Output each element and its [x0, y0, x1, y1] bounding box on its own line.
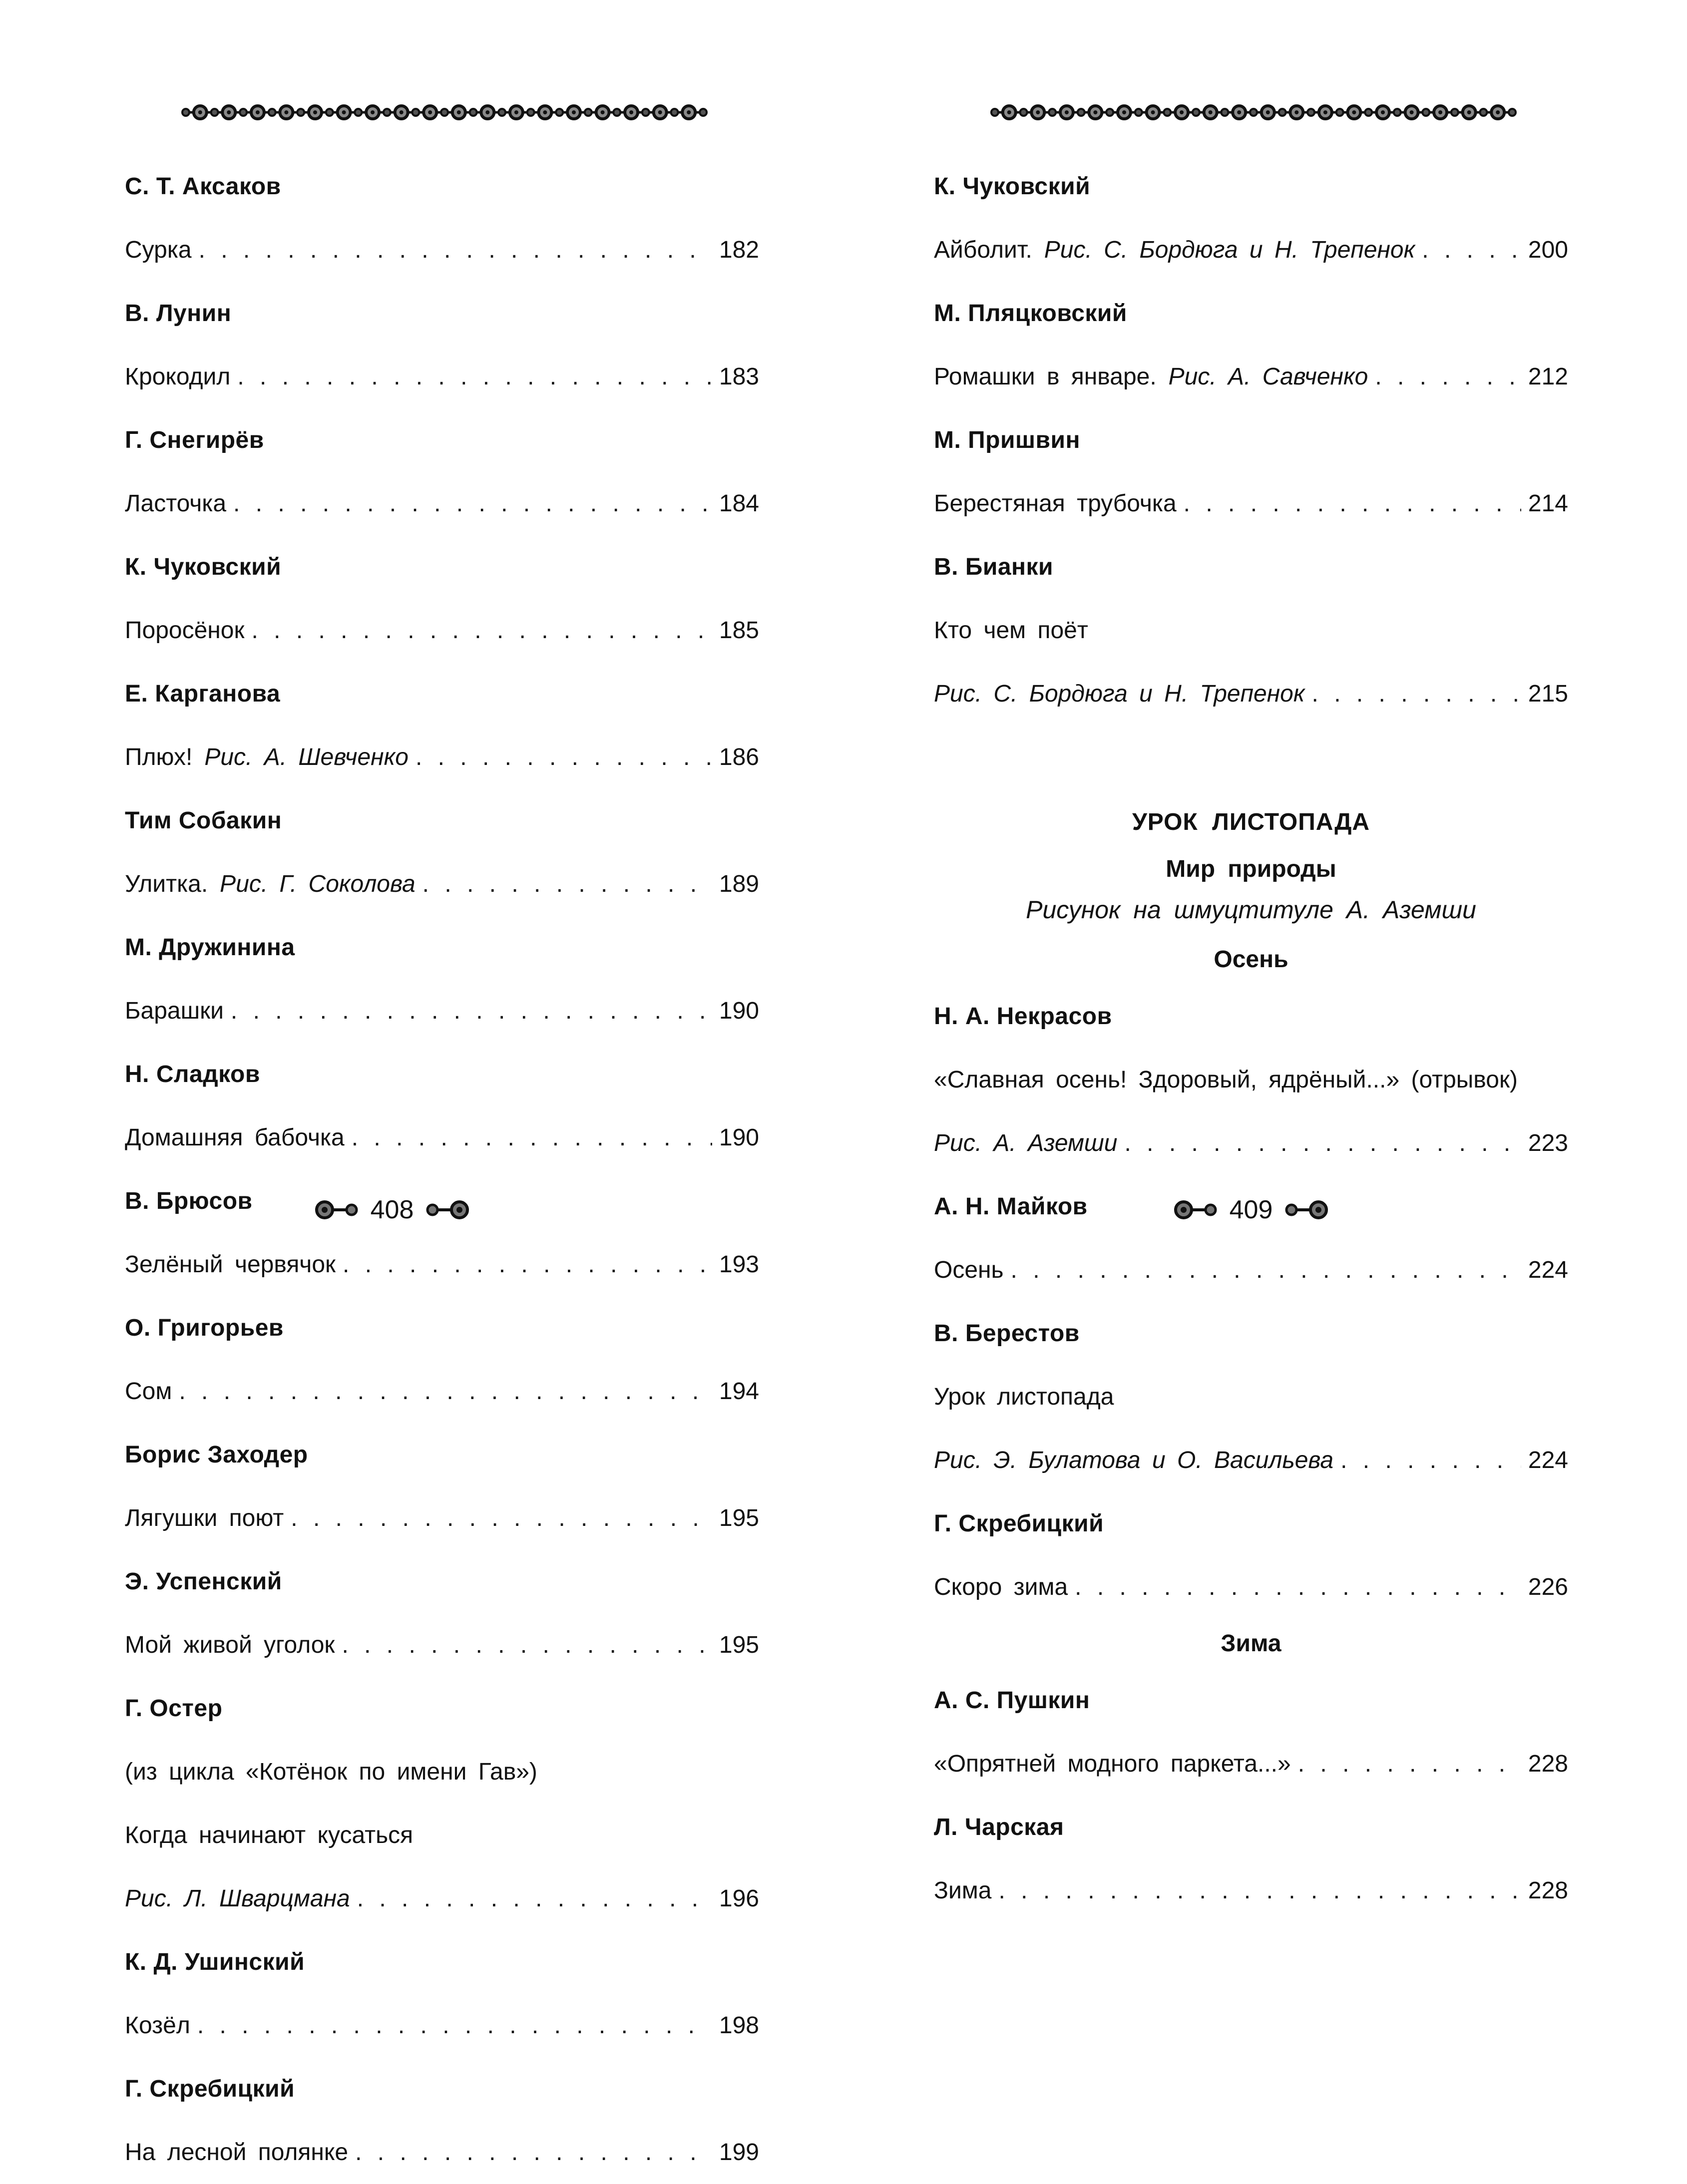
dot-leader	[352, 1106, 712, 1169]
dot-leader	[1422, 218, 1521, 282]
chain-link-icon	[1172, 1197, 1222, 1222]
dot-leader	[1011, 1238, 1521, 1302]
toc-author: К. Чуковский	[934, 173, 1091, 200]
dot-leader	[251, 599, 712, 662]
toc-author: В. Брюсов	[125, 1188, 253, 1214]
toc-entry	[125, 852, 759, 916]
dot-leader	[343, 1233, 712, 1296]
entry-page-number: 223	[1528, 1130, 1568, 1156]
toc-entry	[125, 472, 759, 535]
toc-author: Н. А. Некрасов	[934, 1003, 1112, 1030]
toc-author: В. Лунин	[125, 300, 232, 327]
dot-leader	[1184, 472, 1521, 535]
toc-entry	[125, 1486, 759, 1550]
entry-page-number: 186	[719, 744, 759, 770]
toc-author: Л. Чарская	[934, 1814, 1064, 1840]
dot-leader	[357, 1867, 712, 1930]
toc-entry	[125, 1994, 759, 2057]
dot-leader	[999, 1859, 1521, 1922]
toc-entry	[125, 599, 759, 662]
entry-title: Ромашки в январе.	[934, 364, 1157, 390]
entry-page-number: 194	[719, 1378, 759, 1405]
toc-entry	[934, 1238, 1568, 1302]
dot-leader	[1124, 1111, 1521, 1175]
chain-link-icon	[422, 1197, 471, 1222]
toc-entry	[125, 979, 759, 1043]
dot-leader	[1375, 345, 1521, 408]
toc-entry	[125, 345, 759, 408]
entry-page-number: 214	[1528, 490, 1568, 517]
dot-leader	[1312, 662, 1521, 726]
entry-illustrator: Рис. Г. Соколова	[220, 871, 416, 897]
toc-title-line: Когда начинают кусаться	[125, 1822, 414, 1848]
entry-page-number: 224	[1528, 1447, 1568, 1473]
entry-title: Сурка	[125, 237, 192, 263]
toc-entry	[125, 726, 759, 789]
toc-title-line: «Славная осень! Здоровый, ядрёный...» (отрывок)	[934, 1067, 1518, 1093]
entry-title: Зима	[934, 1877, 992, 1904]
toc-author: Борис Заходер	[125, 1442, 308, 1468]
season-heading: Осень	[1214, 946, 1288, 973]
entry-title: Осень	[934, 1257, 1004, 1283]
dot-leader	[342, 1613, 712, 1677]
toc-entry	[934, 1859, 1568, 1922]
toc-author: К. Чуковский	[125, 554, 282, 580]
toc-entry	[125, 1360, 759, 1423]
toc-author: А. С. Пушкин	[934, 1687, 1090, 1714]
entry-title: Барашки	[125, 998, 224, 1024]
entry-illustrator: Рис. А. Савченко	[1168, 364, 1368, 390]
entry-page-number: 212	[1528, 364, 1568, 390]
entry-title: Поросёнок	[125, 617, 245, 644]
dot-leader	[233, 472, 712, 535]
toc-author: К. Д. Ушинский	[125, 1949, 305, 1975]
toc-entry	[934, 345, 1568, 408]
entry-illustrator: Рис. А. Шевченко	[204, 744, 409, 770]
entry-page-number: 183	[719, 364, 759, 390]
table-of-contents	[934, 155, 1568, 1922]
toc-title-line: Урок листопада	[934, 1384, 1114, 1410]
chain-ornament-icon	[180, 100, 709, 125]
entry-title: Плюх!	[125, 744, 193, 770]
entry-page-number: 228	[1528, 1751, 1568, 1777]
entry-page-number: 224	[1528, 1257, 1568, 1283]
entry-page-number: 198	[719, 2012, 759, 2039]
toc-entry	[125, 1867, 759, 1930]
entry-page-number: 196	[719, 1885, 759, 1912]
entry-page-number: 228	[1528, 1877, 1568, 1904]
entry-title: Зелёный червячок	[125, 1251, 336, 1278]
toc-entry	[125, 1106, 759, 1169]
toc-entry	[125, 2121, 759, 2184]
toc-author: Тим Собакин	[125, 807, 282, 834]
entry-page-number: 195	[719, 1505, 759, 1531]
toc-entry	[934, 472, 1568, 535]
toc-author: М. Дружинина	[125, 934, 295, 961]
dot-leader	[237, 345, 712, 408]
toc-entry	[934, 1429, 1568, 1492]
chain-ornament-icon	[989, 100, 1518, 125]
chain-link-icon	[313, 1197, 363, 1222]
toc-author: О. Григорьев	[125, 1315, 284, 1341]
entry-page-number: 200	[1528, 237, 1568, 263]
entry-page-number: 182	[719, 237, 759, 263]
toc-author: М. Пляцковский	[934, 300, 1127, 327]
section-credit: Рисунок на шмуцтитуле А. Аземши	[1026, 896, 1476, 924]
dot-leader	[416, 726, 712, 789]
entry-page-number: 226	[1528, 1574, 1568, 1600]
right-page	[934, 0, 1568, 1904]
toc-author: М. Пришвин	[934, 427, 1080, 453]
toc-entry	[125, 1233, 759, 1296]
toc-author: В. Бианки	[934, 554, 1054, 580]
entry-title: Крокодил	[125, 364, 231, 390]
entry-page-number: 215	[1528, 681, 1568, 707]
entry-title: «Опрятней модного паркета...»	[934, 1751, 1291, 1777]
entry-title: Сом	[125, 1378, 172, 1405]
toc-entry	[934, 662, 1568, 726]
dot-leader	[199, 218, 712, 282]
entry-page-number: 190	[719, 998, 759, 1024]
entry-illustrator: Рис. С. Бордюга и Н. Трепенок	[934, 681, 1305, 707]
dot-leader	[422, 852, 712, 916]
toc-author: Н. Сладков	[125, 1061, 260, 1088]
table-of-contents	[125, 155, 759, 2184]
dot-leader	[231, 979, 712, 1043]
toc-author: Э. Успенский	[125, 1568, 282, 1595]
section-subheading: Мир природы	[1166, 856, 1336, 882]
entry-title: Мой живой уголок	[125, 1632, 335, 1658]
toc-author: С. Т. Аксаков	[125, 173, 281, 200]
section-heading: УРОК ЛИСТОПАДА	[1132, 809, 1370, 835]
dot-leader	[1075, 1555, 1521, 1619]
entry-title: На лесной полянке	[125, 2139, 349, 2166]
dot-leader	[291, 1486, 712, 1550]
entry-page-number: 190	[719, 1124, 759, 1151]
dot-leader	[1340, 1429, 1521, 1492]
entry-page-number: 199	[719, 2139, 759, 2166]
toc-entry	[125, 1613, 759, 1677]
page-footer	[1151, 1192, 1351, 1227]
entry-title: Домашняя бабочка	[125, 1124, 345, 1151]
toc-title-line: Кто чем поёт	[934, 617, 1088, 644]
dot-leader	[355, 2121, 712, 2184]
toc-entry	[934, 1732, 1568, 1796]
section-spacer	[934, 726, 1568, 790]
toc-entry	[934, 1111, 1568, 1175]
dot-leader	[1298, 1732, 1521, 1796]
page-footer	[292, 1192, 492, 1227]
entry-title: Айболит.	[934, 237, 1032, 263]
entry-title: Улитка.	[125, 871, 208, 897]
toc-title-line: (из цикла «Котёнок по имени Гав»)	[125, 1759, 537, 1785]
entry-title: Скоро зима	[934, 1574, 1068, 1600]
toc-author: Г. Скребицкий	[125, 2076, 295, 2102]
toc-author: Г. Снегирёв	[125, 427, 264, 453]
entry-page-number: 189	[719, 871, 759, 897]
toc-author: Г. Остер	[125, 1695, 223, 1722]
dot-leader	[179, 1360, 712, 1423]
entry-page-number: 184	[719, 490, 759, 517]
entry-page-number: 185	[719, 617, 759, 644]
toc-entry	[125, 218, 759, 282]
entry-title: Козёл	[125, 2012, 190, 2039]
dot-leader	[197, 1994, 712, 2057]
entry-title: Берестяная трубочка	[934, 490, 1177, 517]
entry-title: Лягушки поют	[125, 1505, 284, 1531]
page-number: 409	[1229, 1195, 1273, 1224]
toc-author: А. Н. Майков	[934, 1193, 1088, 1220]
entry-illustrator: Рис. Э. Булатова и О. Васильева	[934, 1447, 1334, 1473]
chain-link-icon	[1280, 1197, 1330, 1222]
entry-illustrator: Рис. А. Аземши	[934, 1130, 1118, 1156]
toc-author: Е. Карганова	[125, 681, 281, 707]
toc-author: В. Берестов	[934, 1320, 1080, 1347]
left-page	[125, 0, 759, 2166]
toc-author: Г. Скребицкий	[934, 1510, 1104, 1537]
entry-illustrator: Рис. Л. Шварцмана	[125, 1885, 350, 1912]
season-heading: Зима	[1221, 1630, 1281, 1657]
entry-page-number: 193	[719, 1251, 759, 1278]
entry-title: Ласточка	[125, 490, 227, 517]
page-number: 408	[370, 1195, 414, 1224]
toc-entry	[934, 218, 1568, 282]
toc-entry	[934, 1555, 1568, 1619]
entry-page-number: 195	[719, 1632, 759, 1658]
entry-illustrator: Рис. С. Бордюга и Н. Трепенок	[1044, 237, 1415, 263]
